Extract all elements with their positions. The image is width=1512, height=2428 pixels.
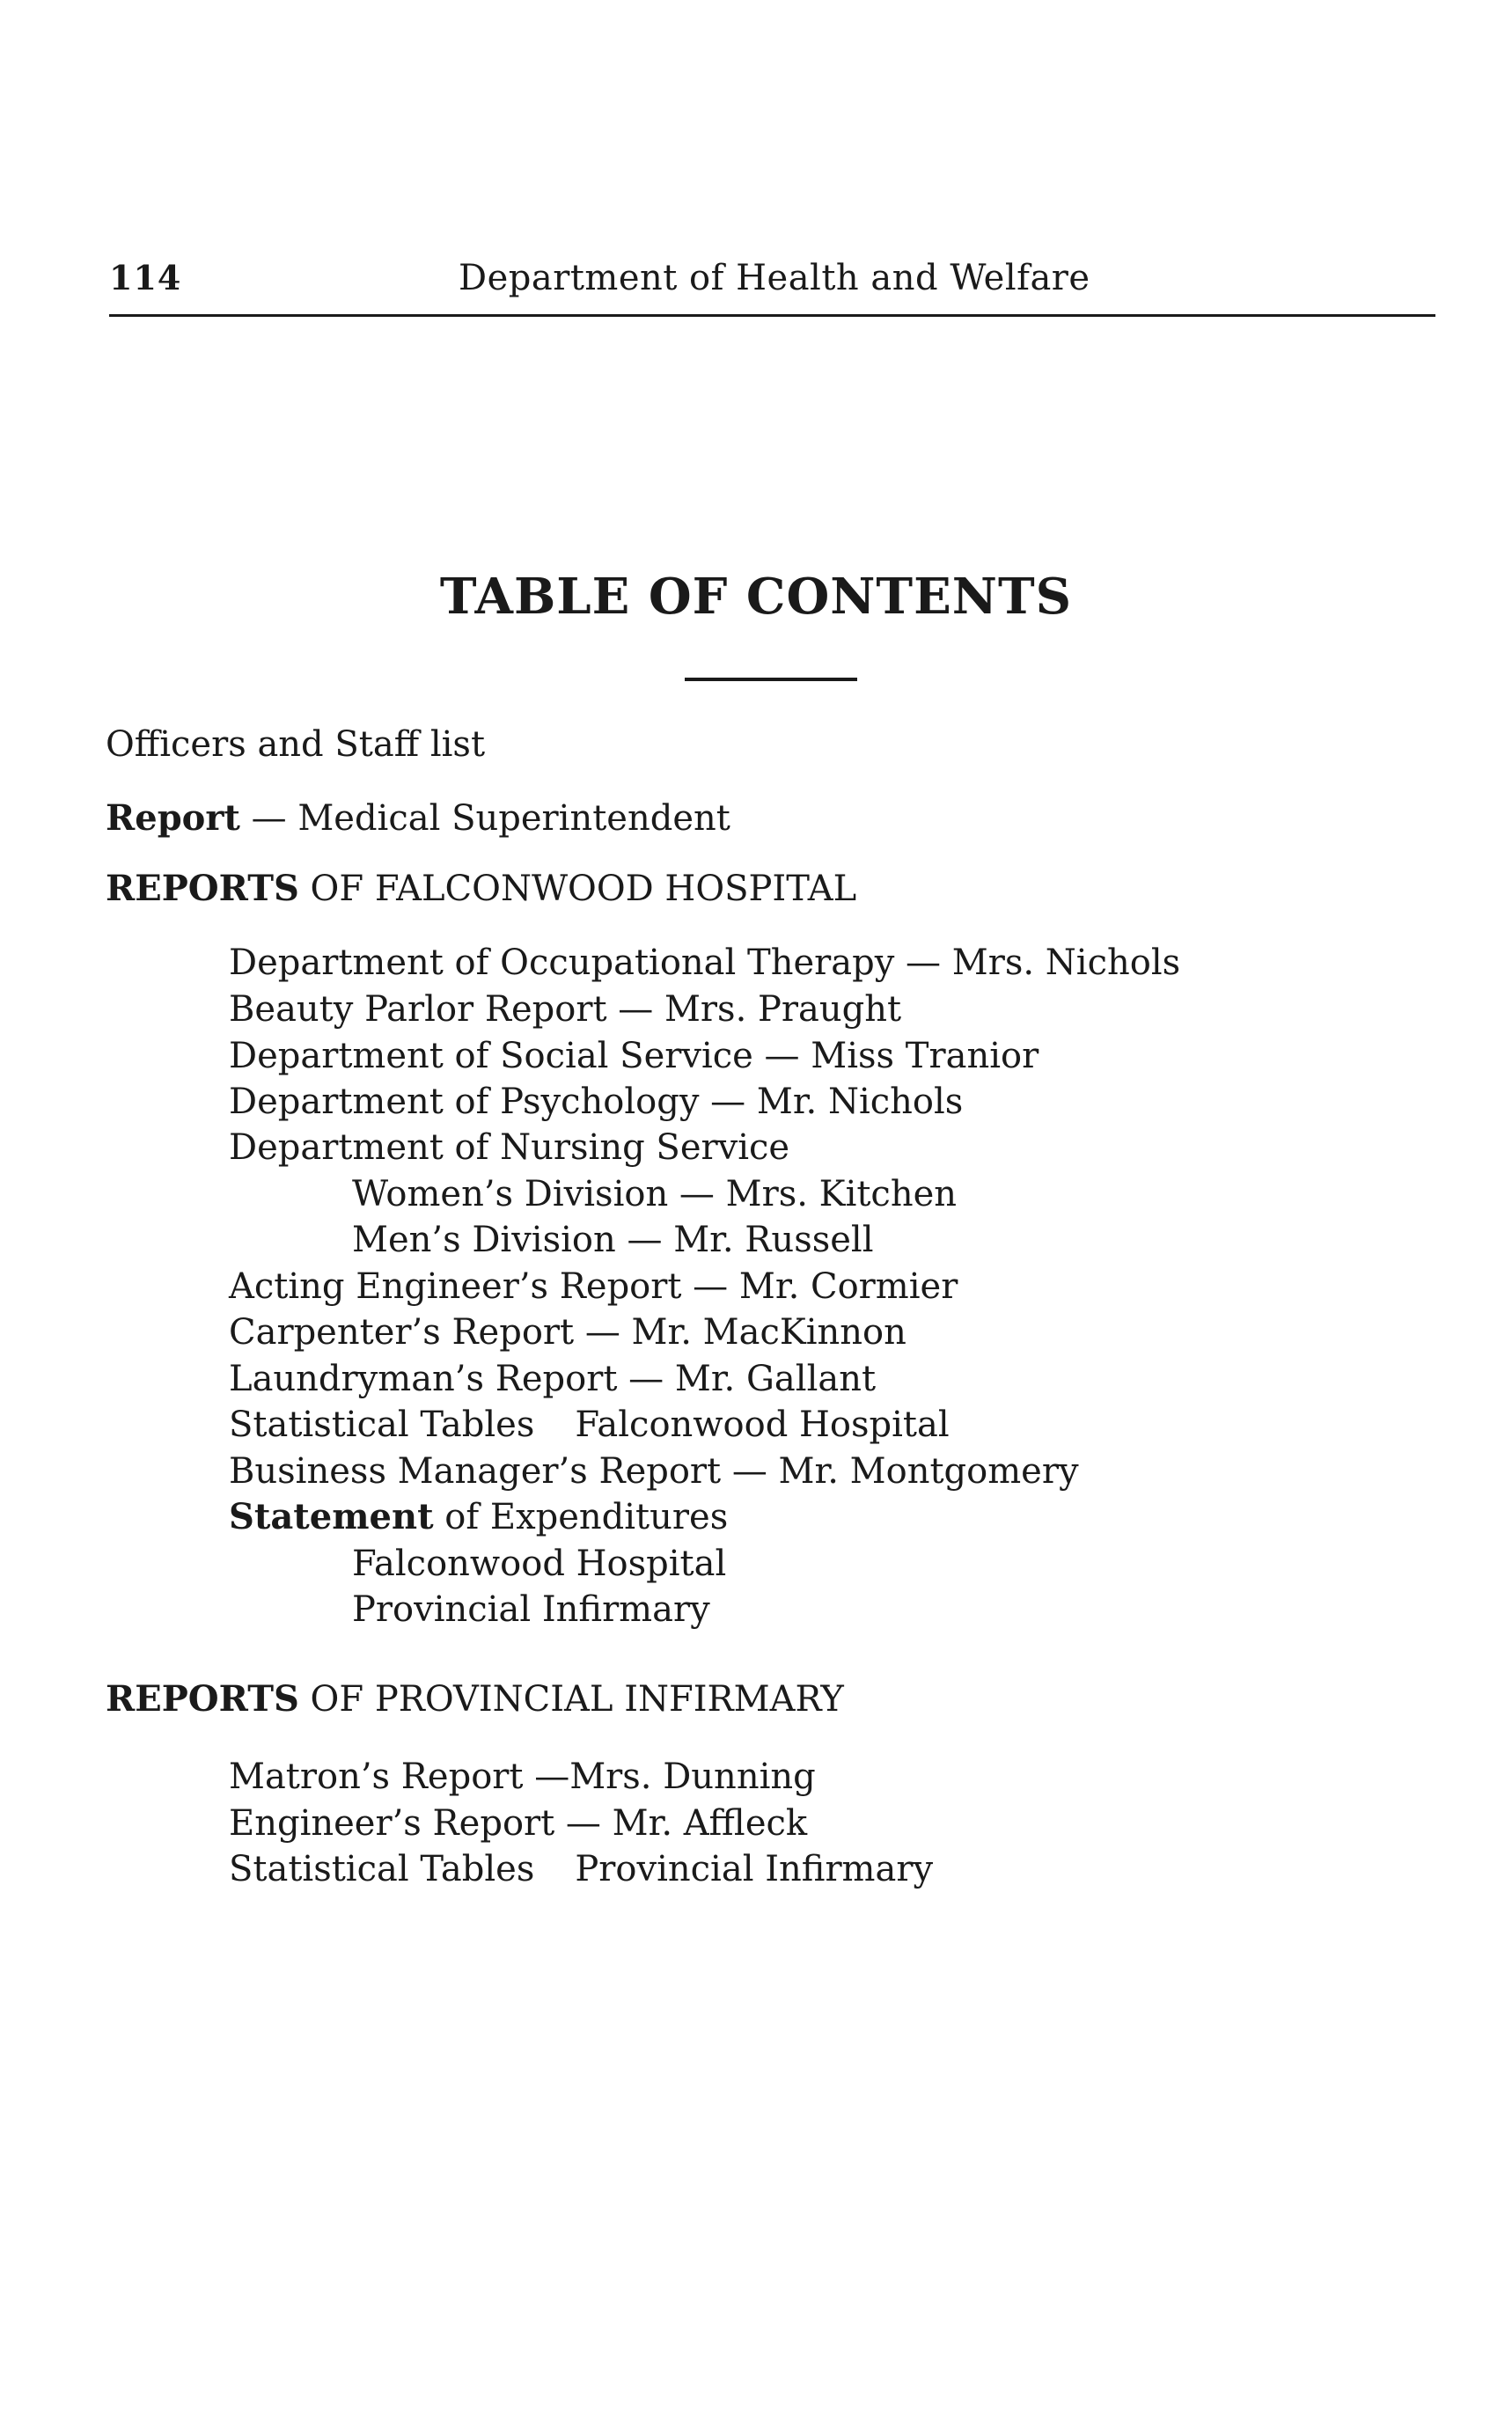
toc-entry-label: Statistical Tables [229,1849,535,1889]
title-rule [685,678,857,681]
running-title: Department of Health and Welfare [459,258,1090,298]
toc-entry-statement-expenditures [229,1496,729,1537]
section-heading-label: REPORTS [106,868,299,909]
page-header [109,258,1435,311]
toc-entry-laundryman: Laundryman’s Report — Mr. Gallant [229,1359,877,1399]
section-heading-infirmary [106,1678,844,1720]
toc-entry-beauty-parlor: Beauty Parlor Report — Mrs. Praught [229,989,902,1030]
toc-entry-carpenter: Carpenter’s Report — Mr. MacKinnon [229,1312,906,1353]
section-heading-falconwood [106,868,857,909]
toc-entry-social-service: Department of Social Service — Miss Tranior [229,1036,1039,1076]
toc-entry-expenditures-falconwood: Falconwood Hospital [352,1544,727,1584]
toc-entry-label: Report [106,797,240,839]
header-rule [109,314,1435,317]
section-heading-text: OF FALCONWOOD HOSPITAL [298,869,857,909]
toc-entry-text: — Medical Superintendent [239,798,730,839]
toc-entry-expenditures-infirmary: Provincial Infirmary [352,1589,710,1630]
toc-entry-business-manager: Business Manager’s Report — Mr. Montgomery [229,1451,1079,1492]
toc-title: TABLE OF CONTENTS [439,568,1073,626]
toc-entry-text: of Expenditures [433,1497,729,1537]
toc-entry-text: Falconwood Hospital [575,1405,950,1445]
toc-entry-matron: Matron’s Report —Mrs. Dunning [229,1757,816,1797]
section-heading-label: REPORTS [106,1678,299,1720]
toc-entry-statistical-tables-infirmary [229,1849,934,1889]
toc-entry-text: Provincial Infirmary [575,1849,934,1889]
toc-entry-statistical-tables-falconwood [229,1405,950,1445]
page-number: 114 [109,258,182,297]
toc-entry-label: Statistical Tables [229,1405,535,1445]
toc-entry-medical-superintendent [106,797,730,839]
toc-entry-occupational-therapy: Department of Occupational Therapy — Mrs. Nichols [229,943,1181,983]
toc-entry-mens-division: Men’s Division — Mr. Russell [352,1220,874,1260]
toc-entry-engineer: Engineer’s Report — Mr. Affleck [229,1803,808,1844]
toc-entry-psychology: Department of Psychology — Mr. Nichols [229,1082,964,1122]
toc-entry-acting-engineer: Acting Engineer’s Report — Mr. Cormier [229,1266,958,1307]
toc-entry-label: Statement [229,1496,434,1537]
section-heading-text: OF PROVINCIAL INFIRMARY [298,1679,844,1720]
toc-entry-womens-division: Women’s Division — Mrs. Kitchen [352,1174,958,1214]
toc-entry-nursing-service: Department of Nursing Service [229,1127,790,1168]
toc-entry-officers: Officers and Staff list [106,724,486,765]
